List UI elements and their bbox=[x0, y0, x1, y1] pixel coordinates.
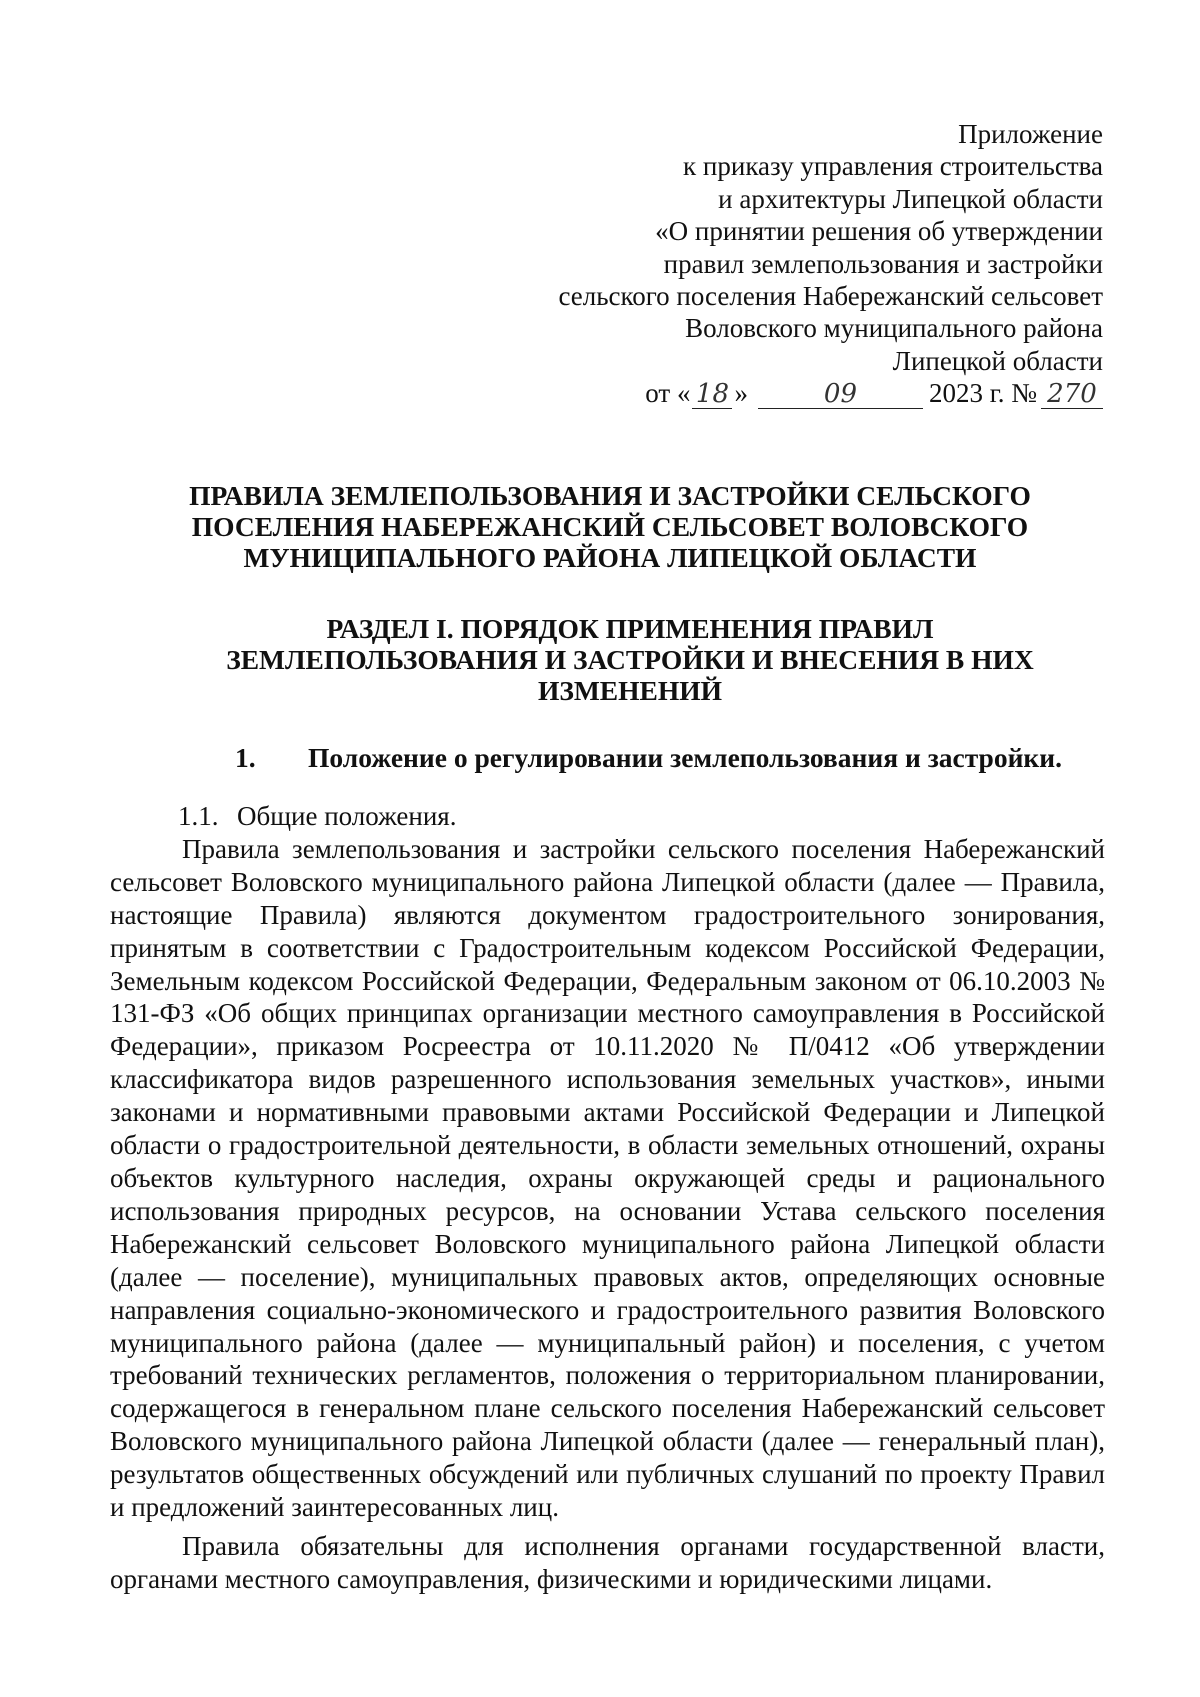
handwritten-day: 18 bbox=[692, 380, 732, 409]
document-title bbox=[130, 480, 1090, 573]
subsection-heading bbox=[110, 800, 1105, 833]
appendix-line: сельского поселения Набережанский сельсовет bbox=[558, 281, 1103, 312]
appendix-line: правил землепользования и застройки bbox=[663, 248, 1103, 279]
title-line: МУНИЦИПАЛЬНОГО РАЙОНА ЛИПЕЦКОЙ ОБЛАСТИ bbox=[243, 542, 977, 573]
order-date-line bbox=[403, 377, 1103, 409]
appendix-block bbox=[403, 118, 1103, 410]
appendix-line: «О принятии решения об утверждении bbox=[655, 216, 1103, 247]
section-title-line: ИЗМЕНЕНИЙ bbox=[537, 675, 723, 706]
section-title-line: ЗЕМЛЕПОЛЬЗОВАНИЯ И ЗАСТРОЙКИ И ВНЕСЕНИЯ В НИХ bbox=[226, 644, 1034, 675]
chapter-number: 1. bbox=[235, 742, 256, 773]
appendix-line: Воловского муниципального района bbox=[685, 313, 1103, 344]
appendix-line: к приказу управления строительства bbox=[683, 151, 1103, 182]
paragraph: Правила землепользования и застройки сельского поселения Набережанский сельсовет Воловского муниципального района Липецкой области (далее — Правила, настоящие Правила) являются документом градостроительного зонирования, принятым в соответствии с Градостроительным кодексом Российской Федерации, Земельным кодексом Российской Федерации, Федеральным законом от 06.10.2003 № 131-ФЗ «Об общих принципах организации местного самоуправления в Российской Федерации», приказом Росреестра от 10.11.2020 № П/0412 «Об утверждении классификатора видов разрешенного использования земельных участков», иными законами и нормативными правовыми актами Российской Федерации и Липецкой области о градостроительной деятельности, в области земельных отношений, охраны объектов культурного наследия, охраны окружающей среды и рационального использования природных ресурсов, на основании Устава сельского поселения Набережанский сельсовет Воловского муниципального района Липецкой области (далее — поселение), муниципальных правовых актов, определяющих основные направления социально-экономического и градостроительного развития Воловского муниципального района (далее — муниципальный район) и поселения, с учетом требований технических регламентов, положения о территориальном планировании, содержащегося в генеральном плане сельского поселения Набережанский сельсовет Воловского муниципального района Липецкой области (далее — генеральный план), результатов общественных обсуждений или публичных слушаний по проекту Правил и предложений заинтересованных лиц. bbox=[110, 833, 1105, 1523]
handwritten-order-number: 270 bbox=[1041, 380, 1103, 409]
chapter-heading bbox=[235, 742, 1062, 774]
body-text bbox=[110, 800, 1105, 1596]
appendix-line: и архитектуры Липецкой области bbox=[718, 183, 1103, 214]
section-title bbox=[150, 613, 1110, 706]
appendix-line: Приложение bbox=[958, 119, 1103, 149]
subsection-title: Общие положения. bbox=[237, 801, 457, 831]
subsection-number: 1.1. bbox=[178, 801, 219, 831]
section-title-line: РАЗДЕЛ I. ПОРЯДОК ПРИМЕНЕНИЯ ПРАВИЛ bbox=[326, 613, 934, 644]
appendix-line: Липецкой области bbox=[892, 345, 1103, 376]
title-line: ПРАВИЛА ЗЕМЛЕПОЛЬЗОВАНИЯ И ЗАСТРОЙКИ СЕЛЬСКОГО bbox=[189, 480, 1031, 511]
handwritten-month: 09 bbox=[758, 380, 923, 409]
date-separator: » bbox=[734, 378, 748, 409]
date-year: 2023 г. № bbox=[928, 378, 1037, 409]
chapter-title: Положение о регулировании землепользования и застройки. bbox=[308, 742, 1062, 773]
date-prefix: от « bbox=[645, 378, 691, 409]
paragraph: Правила обязательны для исполнения органами государственной власти, органами местного самоуправления, физическими и юридическими лицами. bbox=[110, 1530, 1105, 1594]
title-line: ПОСЕЛЕНИЯ НАБЕРЕЖАНСКИЙ СЕЛЬСОВЕТ ВОЛОВСКОГО bbox=[191, 511, 1029, 542]
